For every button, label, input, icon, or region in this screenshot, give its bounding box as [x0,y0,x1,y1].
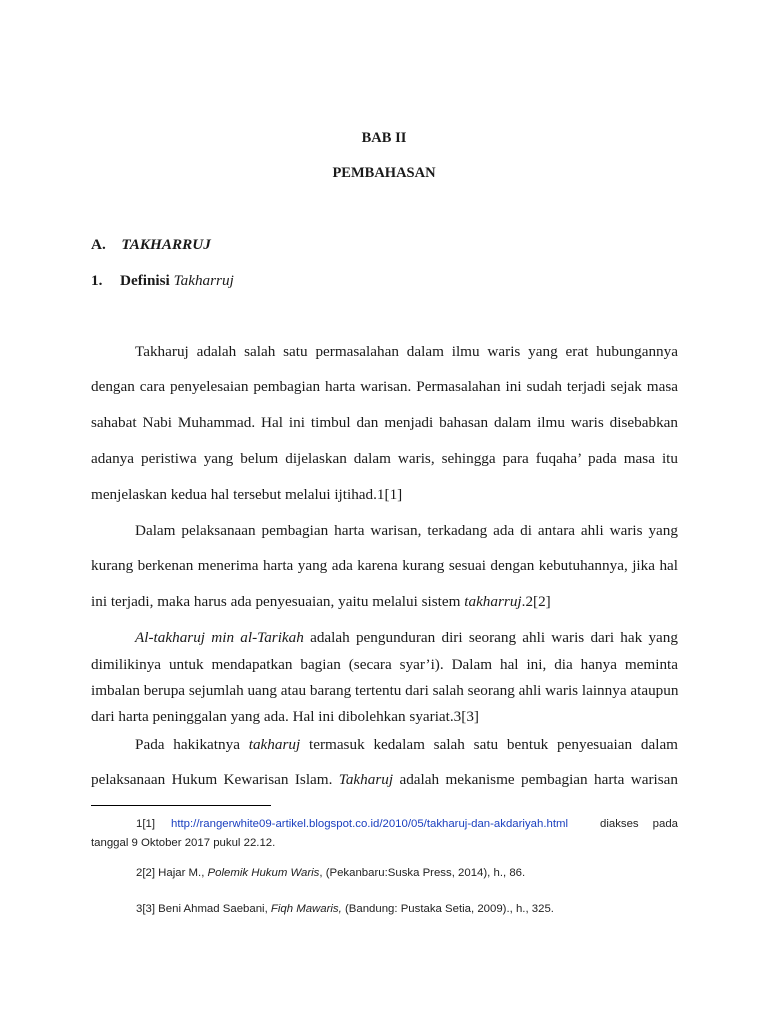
footnote-ref-2: .2[2] [521,593,551,610]
subsection-1-heading [91,272,234,290]
paragraph-2-text: ini terjadi, maka harus ada penyesuaian, yaitu melalui sistem [91,593,465,610]
footnote-1-url[interactable]: http://rangerwhite09-artikel.blogspot.co.id/2010/05/takharuj-dan-akdariyah.html [171,818,569,830]
paragraph-4-term: Takharuj [338,771,394,788]
paragraph-4-text: adalah mekanisme pembagian harta warisan [393,771,678,788]
paragraph-3-line: dari harta peninggalan yang ada. Hal ini dibolehkan syariat.3[3] [91,708,479,725]
paragraph-1-line: Takharuj adalah salah satu permasalahan dalam ilmu waris yang erat hubungannya [135,343,678,360]
footnote-3-citation: (Bandung: Pustaka Setia, 2009)., h., 325. [341,903,554,915]
subsection-1-marker: 1. [91,272,103,289]
chapter-title: PEMBAHASAN [332,165,436,181]
paragraph-3-line [135,627,678,649]
footnote-3-title: Fiqh Mawaris, [270,903,342,915]
footnote-3-mark: 3[3] [136,903,155,915]
footnote-2-citation: , (Pekanbaru:Suska Press, 2014), h., 86. [319,867,526,879]
section-a-heading [91,236,211,254]
paragraph-2-term: takharruj [464,593,522,610]
chapter-number: BAB II [361,130,407,146]
subsection-1-label: Definisi [119,272,170,289]
paragraph-4-text: Pada hakikatnya [135,736,249,753]
paragraph-3-line: dimilikinya untuk mendapatkan bagian (secara syar’i). Dalam hal ini, dia hanya meminta [91,656,678,673]
paragraph-4-text: pelaksanaan Hukum Kewarisan Islam. [91,771,339,788]
paragraph-2-line [91,591,678,613]
paragraph-1-line: adanya peristiwa yang belum dijelaskan dalam waris, sehingga para fuqaha’ pada masa itu [91,450,678,467]
footnote-separator [91,805,271,806]
paragraph-3-line: imbalan berupa sejumlah uang atau barang tertentu dari salah seorang ahli waris lainnya ataupun [91,682,679,699]
footnote-2-title: Polemik Hukum Waris [207,867,320,879]
section-a-title: TAKHARRUJ [121,236,211,253]
footnote-2-author: Hajar M., [158,867,208,879]
footnote-1-line2: tanggal 9 Oktober 2017 pukul 22.12. [91,837,276,849]
footnote-2 [136,865,525,881]
subsection-1-term: Takharruj [173,272,234,289]
footnote-1-text: diakses pada [600,818,678,830]
paragraph-3-term: Al-takharuj min al-Tarikah [135,629,304,646]
paragraph-1-line: menjelaskan kedua hal tersebut melalui ijtihad.1[1] [91,486,403,503]
paragraph-1-line: sahabat Nabi Muhammad. Hal ini timbul dan menjadi bahasan dalam ilmu waris disebabkan [91,414,678,431]
footnote-3-author: Beni Ahmad Saebani, [158,903,271,915]
section-a-marker: A. [91,236,106,253]
footnote-2-mark: 2[2] [136,867,155,879]
paragraph-4-term: takharuj [248,736,301,753]
paragraph-4-line [135,734,678,756]
paragraph-2-line: Dalam pelaksanaan pembagian harta warisan, terkadang ada di antara ahli waris yang [135,522,678,539]
paragraph-4-text: termasuk kedalam salah satu bentuk penyesuaian dalam [300,736,678,753]
paragraph-2-line: kurang berkenan menerima harta yang ada karena kurang sesuai dengan kebutuhannya, jika hal [91,557,678,574]
footnote-1-link[interactable] [171,816,568,832]
paragraph-1-line: dengan cara penyelesaian pembagian harta warisan. Permasalahan ini sudah terjadi sejak masa [91,378,678,395]
footnote-3 [136,901,554,917]
paragraph-4-line [91,769,678,791]
footnote-1-mark: 1[1] [136,818,155,830]
paragraph-3-text: adalah pengunduran diri seorang ahli waris dari hak yang [303,629,678,646]
